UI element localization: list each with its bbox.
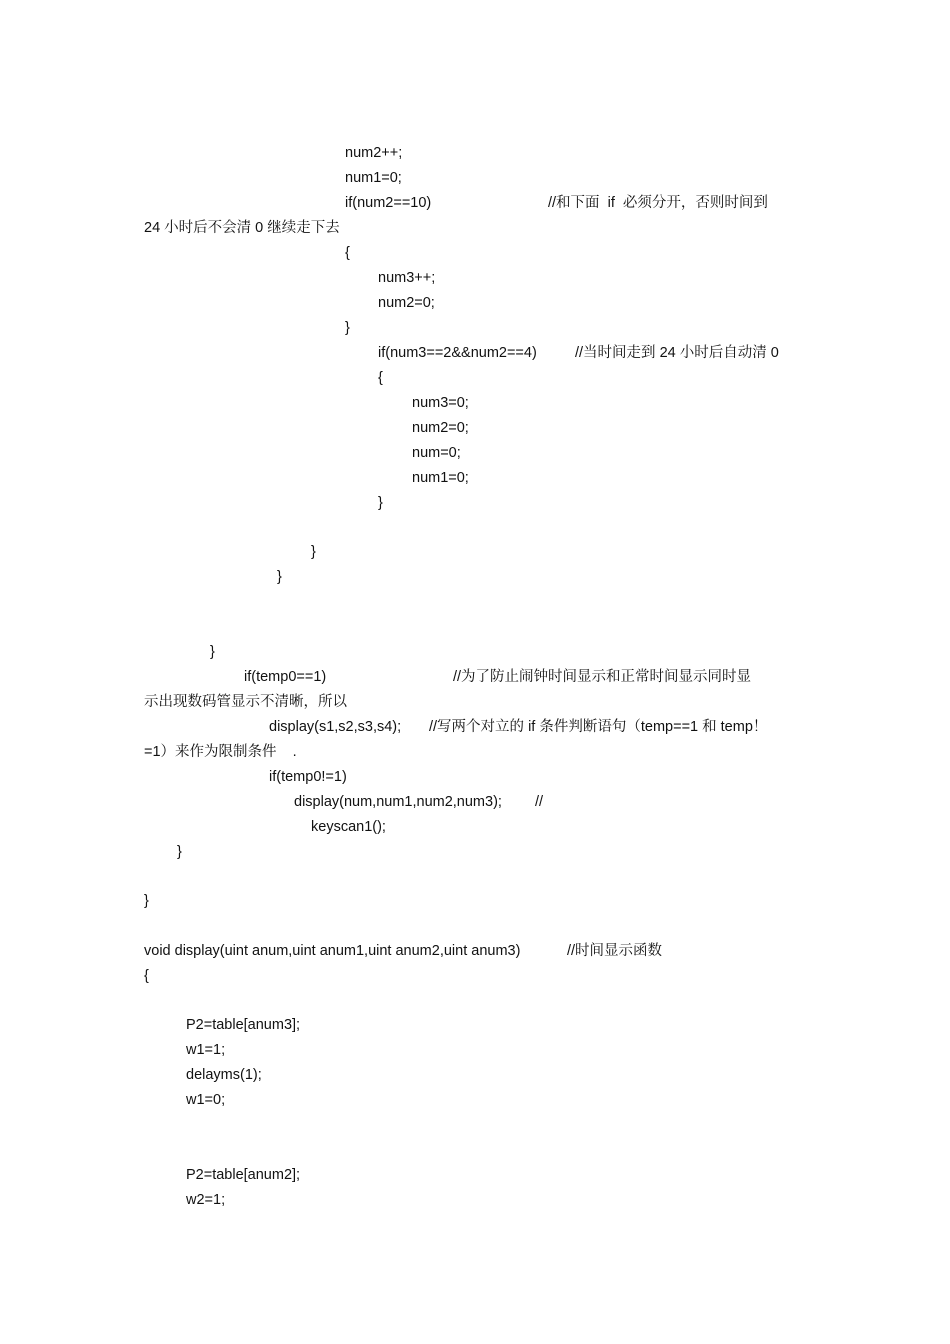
code-line: num3++; [378, 270, 436, 286]
code-line: if(num2==10) [345, 195, 432, 211]
code-line: num=0; [412, 445, 461, 461]
code-line: } [210, 644, 215, 660]
code-comment: //为了防止闹钟时间显示和正常时间显示同时显 [453, 669, 752, 685]
code-line: P2=table[anum2]; [186, 1167, 301, 1183]
code-line: if(num3==2&&num2==4) [378, 345, 537, 361]
code-line: num2++; [345, 145, 403, 161]
code-line: if(temp0==1) [244, 669, 327, 685]
code-line: w2=1; [186, 1192, 226, 1208]
code-line: } [311, 544, 316, 560]
code-line: } [378, 495, 383, 511]
code-line: w1=1; [186, 1042, 226, 1058]
code-line: } [177, 844, 182, 860]
code-comment: =1）来作为限制条件 . [144, 744, 297, 760]
code-line: num2=0; [412, 420, 469, 436]
code-line: if(temp0!=1) [269, 769, 347, 785]
code-line: { [345, 245, 350, 261]
code-line: num2=0; [378, 295, 435, 311]
code-comment: 24 小时后不会清 0 继续走下去 [144, 220, 340, 236]
code-line: delayms(1); [186, 1067, 262, 1083]
code-line: { [144, 968, 149, 984]
code-line: P2=table[anum3]; [186, 1017, 301, 1033]
code-line: num3=0; [412, 395, 469, 411]
code-line: } [345, 320, 350, 336]
code-line: w1=0; [186, 1092, 226, 1108]
code-comment: // [535, 794, 544, 810]
code-line: num1=0; [345, 170, 402, 186]
code-line: num1=0; [412, 470, 469, 486]
code-line: keyscan1(); [311, 819, 386, 835]
code-line: display(s1,s2,s3,s4); [269, 719, 402, 735]
code-comment: //写两个对立的 if 条件判断语句（temp==1 和 temp！ [429, 719, 768, 735]
code-comment: //当时间走到 24 小时后自动清 0 [575, 345, 779, 361]
code-line: } [144, 893, 149, 909]
code-line: void display(uint anum,uint anum1,uint anum2,uint anum3) [144, 943, 521, 959]
code-comment: //和下面 if 必须分开，否则时间到 [548, 195, 768, 211]
code-comment: 示出现数码管显示不清晰，所以 [144, 694, 347, 710]
code-line: } [277, 569, 282, 585]
code-line: { [378, 370, 383, 386]
code-line: display(num,num1,num2,num3); [294, 794, 502, 810]
code-comment: //时间显示函数 [567, 943, 663, 959]
